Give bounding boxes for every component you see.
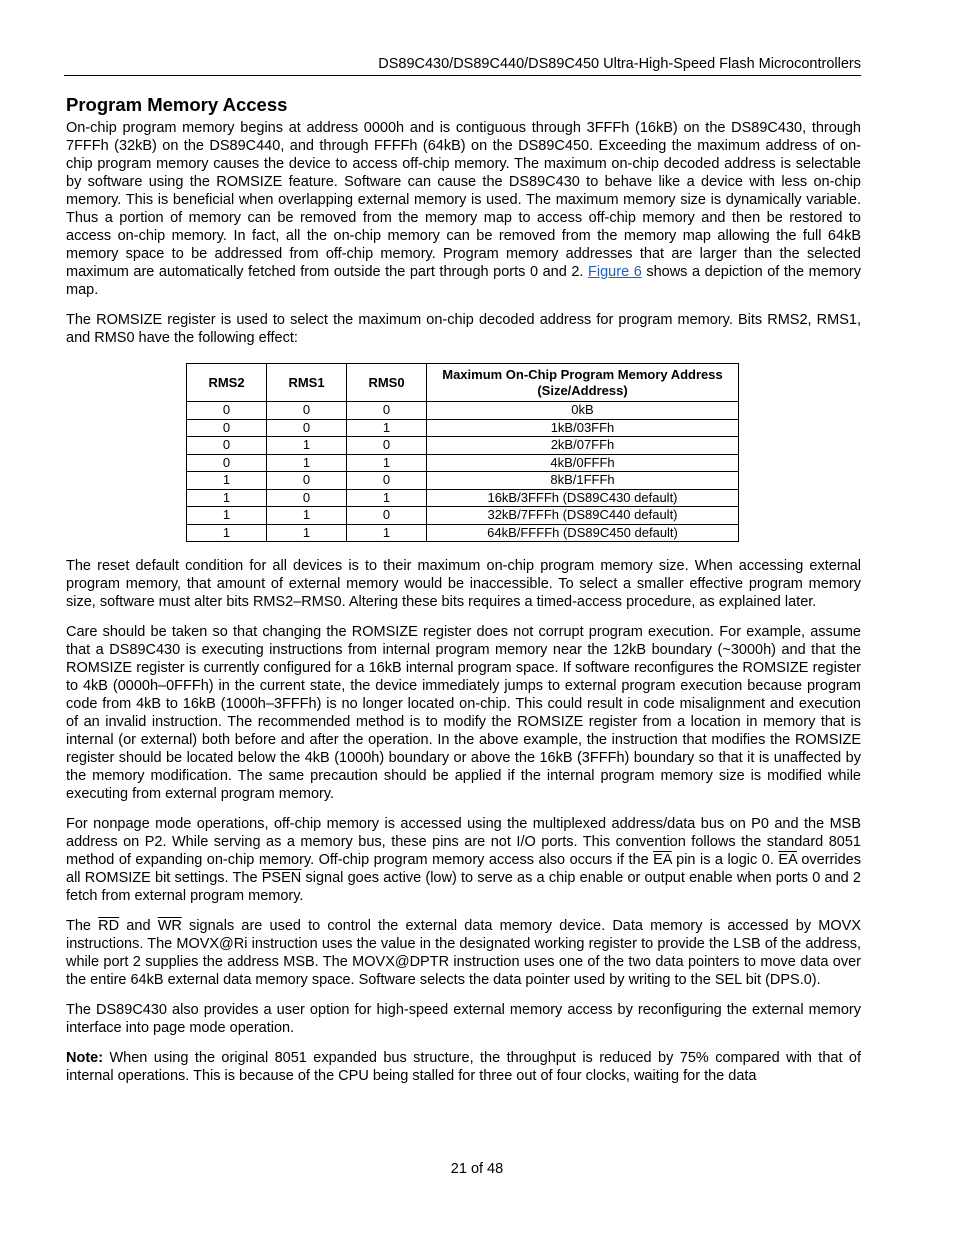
cell-rms1: 1 (267, 507, 347, 525)
page-header (64, 55, 861, 76)
cell-rms1: 1 (267, 437, 347, 455)
table-row (187, 507, 739, 525)
cell-rms2: 0 (187, 454, 267, 472)
cell-address: 0kB (427, 402, 739, 420)
table-row (187, 402, 739, 420)
psen-signal: PSEN (261, 870, 302, 886)
cell-rms0: 1 (347, 524, 427, 542)
cell-rms0: 0 (347, 472, 427, 490)
ea-signal: $\overline{EA}$ (778, 852, 797, 868)
rd-signal: $\overline{RD}$ (98, 918, 120, 934)
cell-rms0: 1 (347, 489, 427, 507)
cell-rms2: 1 (187, 507, 267, 525)
cell-address: 2kB/07FFh (427, 437, 739, 455)
figure-6-link[interactable]: Figure 6 (588, 264, 642, 280)
paragraph-page-mode: The DS89C430 also provides a user option for high-speed external memory access by reconfiguring the external memory interface into page mode operation. (66, 1002, 861, 1036)
header-rms0: RMS0 (347, 364, 427, 402)
cell-rms2: 1 (187, 489, 267, 507)
header-rms2: RMS2 (187, 364, 267, 402)
paragraph-program-memory (66, 119, 861, 299)
table-row (187, 472, 739, 490)
romsize-table (186, 363, 739, 542)
cell-rms2: 0 (187, 402, 267, 420)
cell-rms0: 0 (347, 402, 427, 420)
wr-signal: $\overline{WR}$ (157, 918, 182, 934)
cell-address: 4kB/0FFFh (427, 454, 739, 472)
cell-rms2: 0 (187, 437, 267, 455)
cell-address: 1kB/03FFh (427, 419, 739, 437)
header-max-memory: Maximum On-Chip Program Memory Address (Size/Address) (427, 364, 739, 402)
note-label: Note: (66, 1050, 104, 1066)
table-row (187, 524, 739, 542)
page-number: 21 of 48 (450, 1161, 504, 1177)
cell-address: 32kB/7FFFh (DS89C440 default) (427, 507, 739, 525)
note-text: When using the original 8051 expanded bus structure, the throughput is reduced by 75% compared with that of internal operations. This is because of the CPU being stalled for three out of four clocks, waiting for the data (66, 1050, 861, 1084)
text-run: signals are used to control the external data memory device. Data memory is accessed by MOVX instructions. The MOVX@Ri instruction uses the value in the designated working register to provide the LSB of the address, while port 2 supplies the address MSB. The MOVX@DPTR instruction uses one of the two data pointers to move data over the entire 64kB external data memory space. Software selects the data pointer used by writing to the SEL bit (DPS.0). (66, 918, 861, 988)
paragraph-text: On-chip program memory begins at address 0000h and is contiguous through 3FFFh (16kB) on the DS89C430, through 7FFFh (32kB) on the DS89C440, and through FFFFh (64kB) on the DS89C450. Exceeding the maximum address of on-chip program memory causes the device to access off-chip memory. The maximum on-chip decoded address is selectable by software using the ROMSIZE feature. Software can cause the DS89C430 to behave like a device with less on-chip memory. This is beneficial when overlapping external memory is used. The maximum memory size is dynamically variable. Thus a portion of memory can be removed from the memory map to access off-chip memory and then be restored to access on-chip memory. In fact, all the on-chip memory can be removed from the memory map allowing the full 64kB memory space to be addressed from off-chip memory. Program memory addresses that are larger than the selected maximum are automatically fetched from outside the part through ports 0 and 2. (66, 120, 861, 280)
paragraph-nonpage-mode (66, 815, 861, 905)
paragraph-tail: shows a depiction of the memory map. (66, 264, 861, 298)
cell-rms2: 1 (187, 524, 267, 542)
cell-rms0: 1 (347, 419, 427, 437)
romsize-table-wrap (66, 363, 861, 542)
text-run: overrides all ROMSIZE bit settings. The (66, 852, 861, 886)
cell-rms0: 0 (347, 437, 427, 455)
cell-rms1: 0 (267, 472, 347, 490)
text-run: and (119, 918, 158, 934)
text-run: For nonpage mode operations, off-chip memory is accessed using the multiplexed address/data bus on P0 and the MSB address on P2. While serving as a memory bus, these pins are not I/O ports. This convention follows the standard 8051 method of expanding on-chip memory. Off-chip program memory access also occurs if the (66, 816, 861, 868)
cell-rms1: 1 (267, 454, 347, 472)
cell-address: 8kB/1FFFh (427, 472, 739, 490)
cell-address: 16kB/3FFFh (DS89C430 default) (427, 489, 739, 507)
paragraph-care: Care should be taken so that changing the ROMSIZE register does not corrupt program execution. For example, assume that a DS89C430 is executing instructions from internal program memory near the 12kB boundary (~3000h) and that the ROMSIZE register is currently configured for a 16kB internal program space. If software reconfigures the ROMSIZE register to 4kB (0000h–0FFFh) in the current state, the device immediately jumps to external program execution because program code from 4kB to 16kB (1000h–3FFFh) is no longer located on-chip. This could result in code misalignment and execution of an invalid instruction. The recommended method is to modify the ROMSIZE register from a location in memory that is internal (or external) both before and after the operation. In the above example, the instruction that modifies the ROMSIZE register should be located below the 4kB (1000h) boundary or above the 16kB (3FFFh) boundary so that it is unaffected by the memory modification. The same precaution should be applied if the internal program memory size is modified while executing from external program memory. (66, 624, 861, 802)
page-footer (0, 1160, 954, 1178)
table-row (187, 419, 739, 437)
table-row (187, 437, 739, 455)
cell-rms1: 1 (267, 524, 347, 542)
cell-rms2: 0 (187, 419, 267, 437)
document-body (66, 94, 861, 1097)
paragraph-rd-wr (66, 917, 861, 989)
cell-rms2: 1 (187, 472, 267, 490)
table-row (187, 454, 739, 472)
cell-rms1: 0 (267, 402, 347, 420)
ea-signal: $\overline{EA}$ (653, 852, 672, 868)
cell-rms0: 1 (347, 454, 427, 472)
table-header-row (187, 364, 739, 402)
cell-rms1: 0 (267, 489, 347, 507)
section-title: Program Memory Access (66, 94, 288, 115)
table-row (187, 489, 739, 507)
header-rms1: RMS1 (267, 364, 347, 402)
text-run: signal goes active (low) to serve as a chip enable or output enable when ports 0 and 2 fetch from external program memory. (66, 870, 861, 904)
paragraph-reset-default: The reset default condition for all devices is to their maximum on-chip program memory size. When accessing external program memory, that amount of external memory would be inaccessible. To select a smaller effective program memory size, software must alter bits RMS2–RMS0. Altering these bits requires a timed-access procedure, as explained later. (66, 558, 861, 610)
paragraph-note (66, 1049, 861, 1085)
cell-address: 64kB/FFFFh (DS89C450 default) (427, 524, 739, 542)
text-run: pin is a logic 0. (671, 852, 779, 868)
cell-rms0: 0 (347, 507, 427, 525)
paragraph-romsize-intro: The ROMSIZE register is used to select the maximum on-chip decoded address for program memory. Bits RMS2, RMS1, and RMS0 have the following effect: (66, 312, 861, 346)
text-run: The (66, 918, 99, 934)
cell-rms1: 0 (267, 419, 347, 437)
header-title: DS89C430/DS89C440/DS89C450 Ultra-High-Speed Flash Microcontrollers (378, 56, 861, 72)
